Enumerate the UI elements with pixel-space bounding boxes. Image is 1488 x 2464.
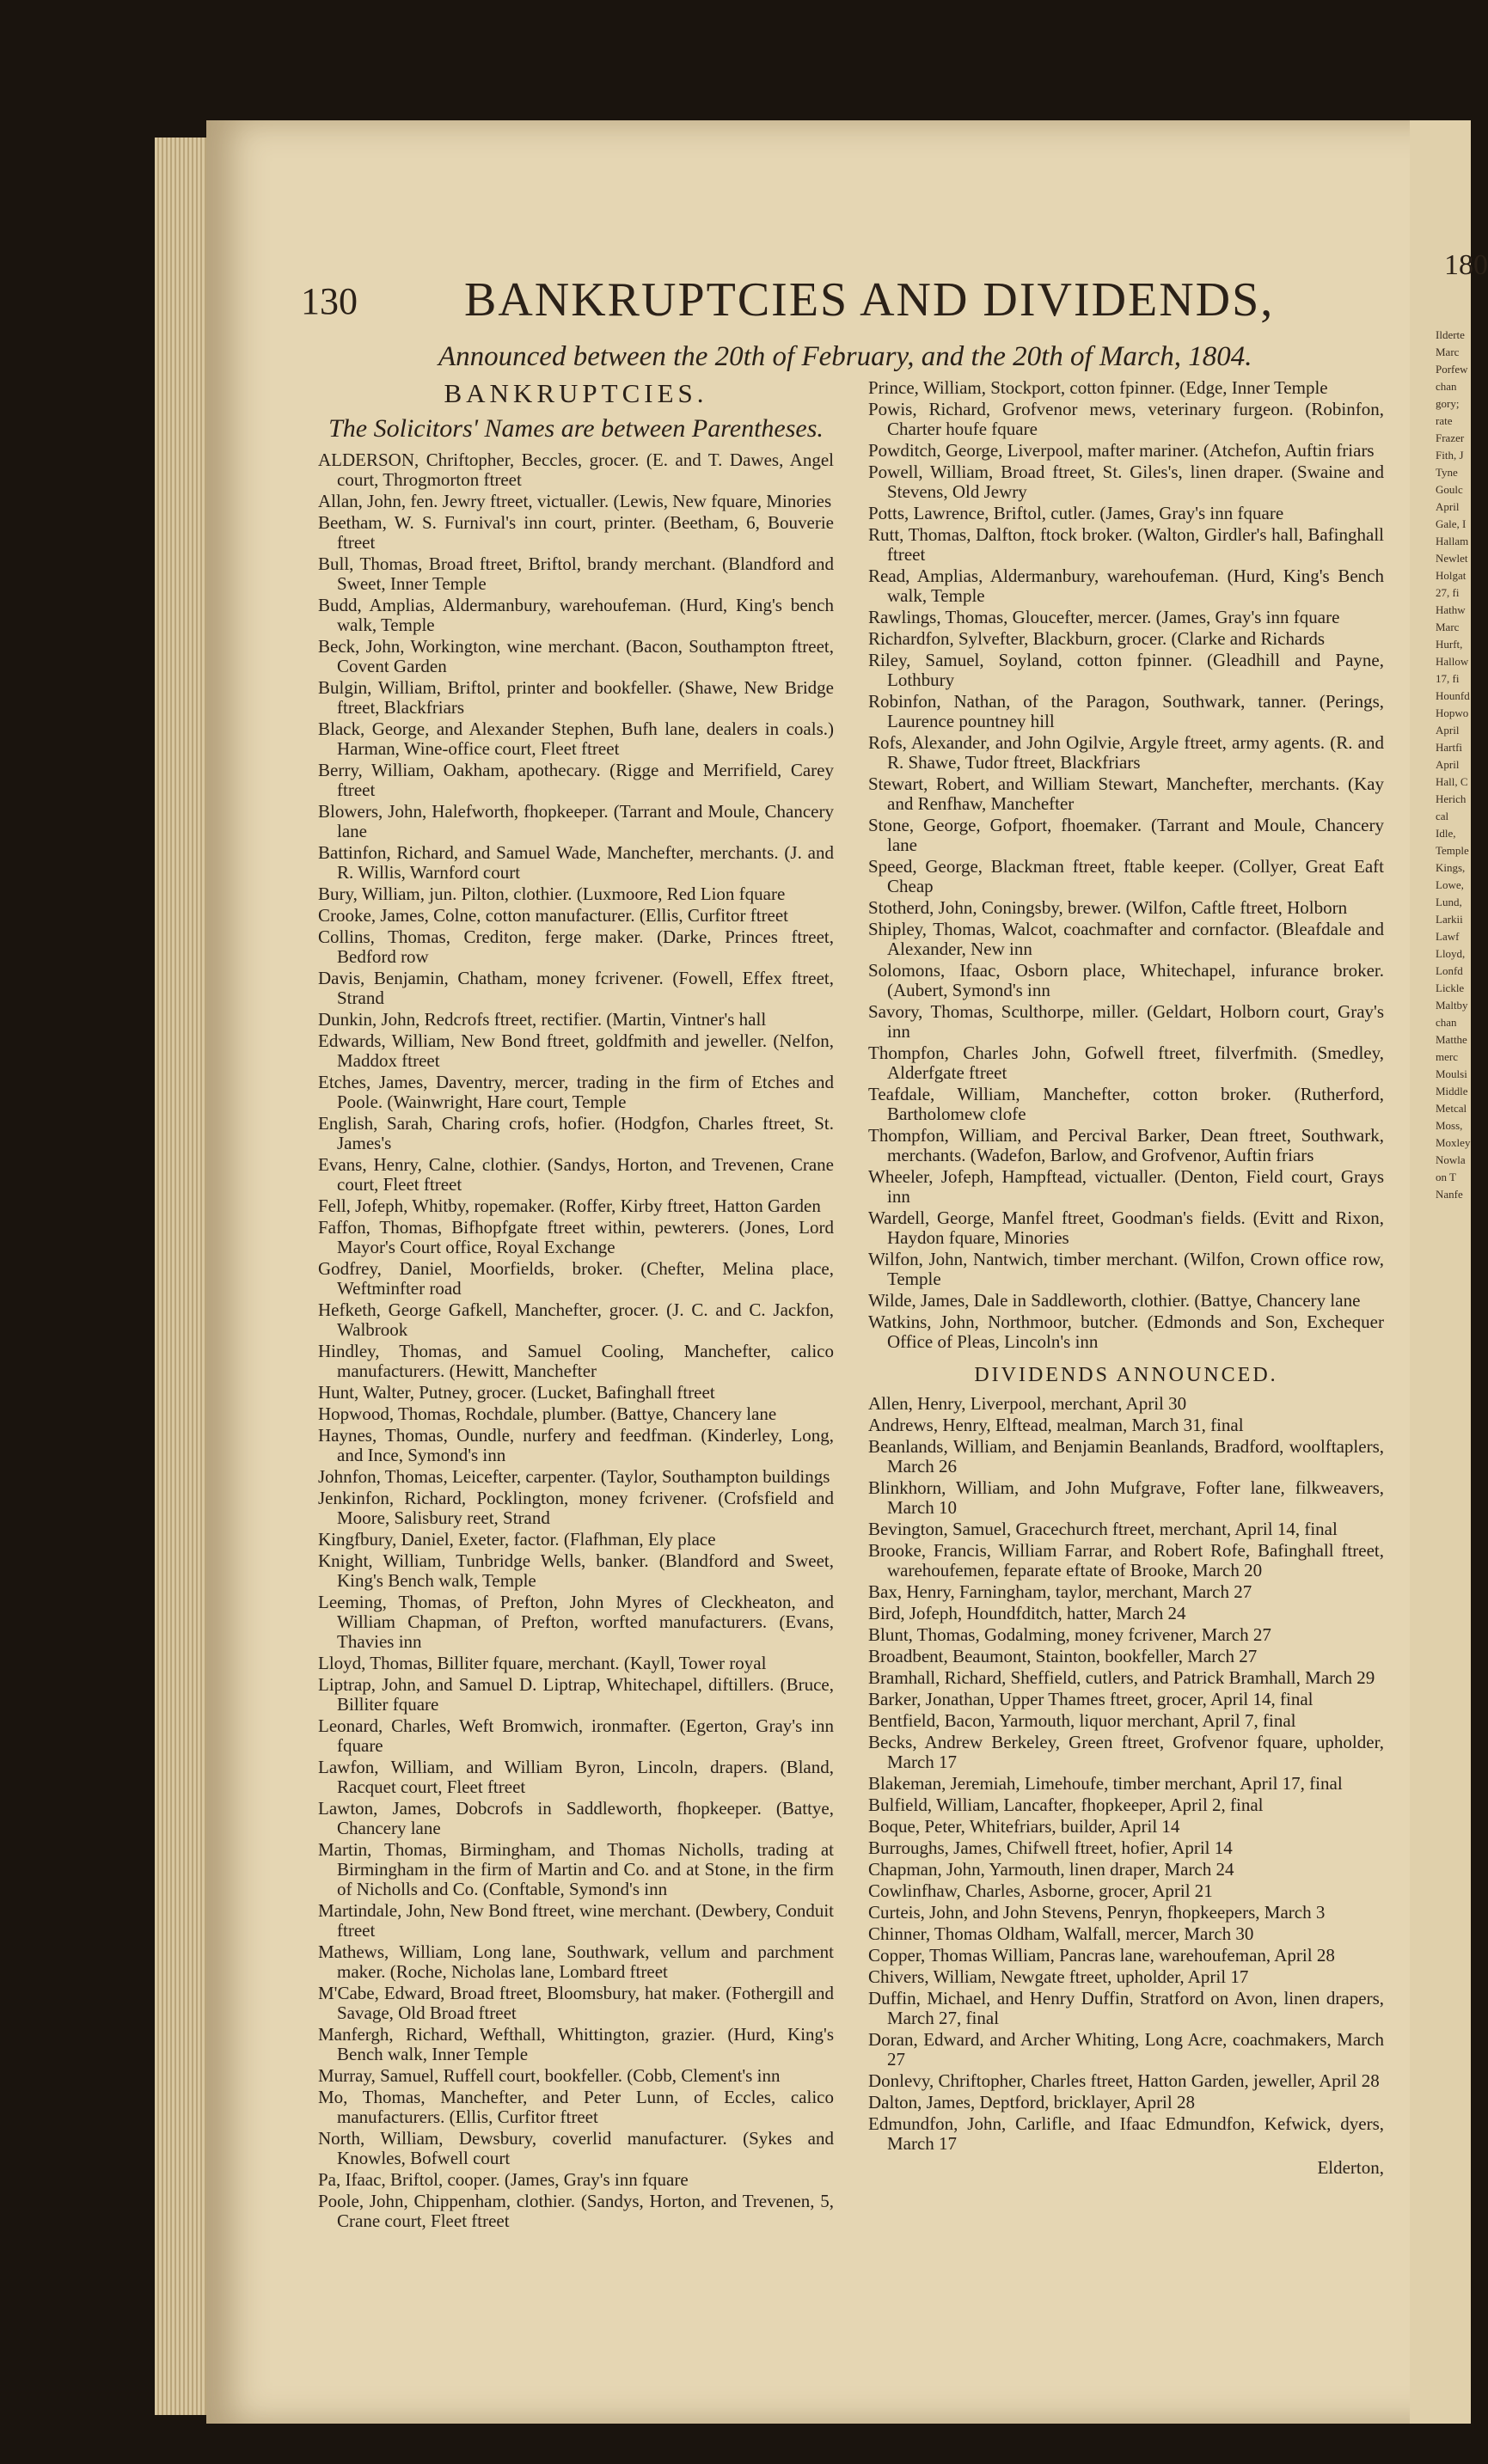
- list-entry: Hunt, Walter, Putney, grocer. (Lucket, Bafinghall ftreet: [318, 1382, 715, 1403]
- book-page: [206, 120, 1427, 2424]
- facing-page-gutter-text: Ilderte Marc Porfew chan gory; rate Frazer Fith, J Tyne Goulc April Gale, I Hallam Newlet Holgat 27, fi Hathw Marc Hurft, Hallow 17, fi Hounfd Hopwo April Hartfi April Hall, C Herich cal Idle, Temple Kings, Lowe, Lund, Larkii Lawf Lloyd, Lonfd Lickle Maltby chan Matthe merc Moulsi Middle Metcal Moss, Moxley Nowla on T Nanfe: [1436, 328, 1471, 1201]
- list-entry: Donlevy, Chriftopher, Charles ftreet, Hatton Garden, jeweller, April 28: [868, 2070, 1380, 2091]
- facing-page: [1410, 120, 1488, 2424]
- list-entry: Lawton, James, Dobcrofs in Saddleworth, fhopkeeper. (Battye, Chancery lane: [318, 1798, 834, 1838]
- list-entry: Curteis, John, and John Stevens, Penryn, fhopkeepers, March 3: [868, 1902, 1326, 1923]
- list-entry: English, Sarah, Charing crofs, hofier. (Hodgfon, Charles ftreet, St. James's: [318, 1113, 834, 1153]
- list-entry: Wheeler, Jofeph, Hampftead, victualler. (Denton, Field court, Grays inn: [868, 1166, 1384, 1207]
- list-entry: Richardfon, Sylvefter, Blackburn, grocer. (Clarke and Richards: [868, 628, 1325, 649]
- list-entry: Bramhall, Richard, Sheffield, cutlers, and Patrick Bramhall, March 29: [868, 1667, 1375, 1688]
- list-entry: Lloyd, Thomas, Billiter fquare, merchant. (Kayll, Tower royal: [318, 1653, 767, 1673]
- list-entry: Beck, John, Workington, wine merchant. (Bacon, Southampton ftreet, Covent Garden: [318, 636, 834, 676]
- list-entry: Broadbent, Beaumont, Stainton, bookfeller, March 27: [868, 1646, 1258, 1666]
- list-entry: Copper, Thomas William, Pancras lane, warehoufeman, April 28: [868, 1945, 1335, 1966]
- list-entry: Bird, Jofeph, Houndfditch, hatter, March 24: [868, 1603, 1186, 1623]
- list-entry: Knight, William, Tunbridge Wells, banker. (Blandford and Sweet, King's Bench walk, Temple: [318, 1550, 834, 1591]
- right-column: [868, 378, 1384, 2179]
- list-entry: Hopwood, Thomas, Rochdale, plumber. (Battye, Chancery lane: [318, 1403, 777, 1424]
- list-entry: Stotherd, John, Coningsby, brewer. (Wilfon, Caftle ftreet, Holborn: [868, 897, 1348, 918]
- list-entry: Rutt, Thomas, Dalfton, ftock broker. (Walton, Girdler's hall, Bafinghall ftreet: [868, 524, 1384, 565]
- list-entry: Duffin, Michael, and Henry Duffin, Stratford on Avon, linen drapers, March 27, final: [868, 1988, 1384, 2028]
- list-entry: Bentfield, Bacon, Yarmouth, liquor merchant, April 7, final: [868, 1710, 1296, 1731]
- list-entry: Etches, James, Daventry, mercer, trading in the firm of Etches and Poole. (Wainwright, Hare court, Temple: [318, 1072, 834, 1112]
- list-entry: ALDERSON, Chriftopher, Beccles, grocer. (E. and T. Dawes, Angel court, Throgmorton ftreet: [318, 449, 834, 490]
- list-entry: Shipley, Thomas, Walcot, coachmafter and cornfactor. (Bleafdale and Alexander, New inn: [868, 919, 1384, 959]
- list-entry: Potts, Lawrence, Briftol, cutler. (James, Gray's inn fquare: [868, 503, 1284, 523]
- page-title: BANKRUPTCIES AND DIVIDENDS,: [464, 273, 1275, 327]
- list-entry: Bull, Thomas, Broad ftreet, Briftol, brandy merchant. (Blandford and Sweet, Inner Temple: [318, 553, 834, 594]
- list-entry: Read, Amplias, Aldermanbury, warehoufeman. (Hurd, King's Bench walk, Temple: [868, 566, 1384, 606]
- bankruptcies-continued-list: [868, 378, 1384, 1352]
- bankruptcies-list: [318, 450, 834, 2231]
- list-entry: Battinfon, Richard, and Samuel Wade, Manchefter, merchants. (J. and R. Willis, Warnford court: [318, 842, 834, 883]
- list-entry: Speed, George, Blackman ftreet, ftable keeper. (Collyer, Great Eaft Cheap: [868, 856, 1384, 896]
- list-entry: Allan, John, fen. Jewry ftreet, victualler. (Lewis, New fquare, Minories: [318, 491, 832, 511]
- list-entry: Cowlinfhaw, Charles, Asborne, grocer, April 21: [868, 1880, 1213, 1901]
- list-entry: Budd, Amplias, Aldermanbury, warehoufeman. (Hurd, King's bench walk, Temple: [318, 595, 834, 635]
- dividends-list: [868, 1394, 1384, 2154]
- list-entry: Bevington, Samuel, Gracechurch ftreet, merchant, April 14, final: [868, 1519, 1338, 1539]
- list-entry: Chapman, John, Yarmouth, linen draper, March 24: [868, 1859, 1234, 1880]
- list-entry: Murray, Samuel, Ruffell court, bookfeller. (Cobb, Clement's inn: [318, 2065, 781, 2086]
- list-entry: Rofs, Alexander, and John Ogilvie, Argyle ftreet, army agents. (R. and R. Shawe, Tudor ftreet, Blackfriars: [868, 732, 1384, 773]
- list-entry: Brooke, Francis, William Farrar, and Robert Rofe, Bafinghall ftreet, warehoufemen, feparate eftate of Brooke, March 20: [868, 1540, 1384, 1581]
- list-entry: Martin, Thomas, Birmingham, and Thomas Nicholls, trading at Birmingham in the firm of Martin and Co. and at Stone, in the firm of Nicholls and Co. (Conftable, Symond's inn: [318, 1839, 834, 1899]
- list-entry: Chivers, William, Newgate ftreet, upholder, April 17: [868, 1966, 1249, 1987]
- list-entry: Edwards, William, New Bond ftreet, goldfmith and jeweller. (Nelfon, Maddox ftreet: [318, 1030, 834, 1071]
- list-entry: Liptrap, John, and Samuel D. Liptrap, Whitechapel, diftillers. (Bruce, Billiter fquare: [318, 1674, 834, 1715]
- list-entry: Robinfon, Nathan, of the Paragon, Southwark, tanner. (Perings, Laurence pountney hill: [868, 691, 1384, 731]
- list-entry: Savory, Thomas, Sculthorpe, miller. (Geldart, Holborn court, Gray's inn: [868, 1001, 1384, 1042]
- list-entry: Becks, Andrew Berkeley, Green ftreet, Grofvenor fquare, upholder, March 17: [868, 1732, 1384, 1772]
- list-entry: Andrews, Henry, Elftead, mealman, March 31, final: [868, 1415, 1244, 1435]
- list-entry: Thompfon, Charles John, Gofwell ftreet, filverfmith. (Smedley, Alderfgate ftreet: [868, 1042, 1384, 1083]
- list-entry: Blakeman, Jeremiah, Limehoufe, timber merchant, April 17, final: [868, 1773, 1343, 1794]
- list-entry: Faffon, Thomas, Bifhopfgate ftreet within, pewterers. (Jones, Lord Mayor's Court office, Royal Exchange: [318, 1217, 834, 1257]
- list-entry: Barker, Jonathan, Upper Thames ftreet, grocer, April 14, final: [868, 1689, 1313, 1709]
- list-entry: Leonard, Charles, Weft Bromwich, ironmafter. (Egerton, Gray's inn fquare: [318, 1715, 834, 1756]
- list-entry: Rawlings, Thomas, Gloucefter, mercer. (James, Gray's inn fquare: [868, 607, 1340, 627]
- list-entry: Godfrey, Daniel, Moorfields, broker. (Chefter, Melina place, Weftminfter road: [318, 1258, 834, 1299]
- list-entry: Hindley, Thomas, and Samuel Cooling, Manchefter, calico manufacturers. (Hewitt, Manchefter: [318, 1341, 834, 1381]
- list-entry: Black, George, and Alexander Stephen, Bufh lane, dealers in coals.) Harman, Wine-office court, Fleet ftreet: [318, 718, 834, 759]
- list-entry: Thompfon, William, and Percival Barker, Dean ftreet, Southwark, merchants. (Wadefon, Barlow, and Grofvenor, Auftin friars: [868, 1125, 1384, 1165]
- page-subtitle: Announced between the 20th of February, and the 20th of March, 1804.: [438, 341, 1252, 372]
- list-entry: Bulfield, William, Lancafter, fhopkeeper, April 2, final: [868, 1795, 1264, 1815]
- list-entry: Martindale, John, New Bond ftreet, wine merchant. (Dewbery, Conduit ftreet: [318, 1900, 834, 1941]
- catchword: Elderton,: [1317, 2157, 1384, 2178]
- list-entry: Manfergh, Richard, Wefthall, Whittington, grazier. (Hurd, King's Bench walk, Inner Temple: [318, 2024, 834, 2064]
- list-entry: Boque, Peter, Whitefriars, builder, April 14: [868, 1816, 1180, 1837]
- list-entry: Powell, William, Broad ftreet, St. Giles's, linen draper. (Swaine and Stevens, Old Jewry: [868, 462, 1384, 502]
- bankruptcies-subheading: The Solicitors' Names are between Parentheses.: [328, 414, 824, 443]
- list-entry: Collins, Thomas, Crediton, ferge maker. (Darke, Princes ftreet, Bedford row: [318, 926, 834, 967]
- list-entry: Dalton, James, Deptford, bricklayer, April 28: [868, 2092, 1195, 2112]
- list-entry: Beetham, W. S. Furnival's inn court, printer. (Beetham, 6, Bouverie ftreet: [318, 512, 834, 553]
- list-entry: Hefketh, George Gafkell, Manchefter, grocer. (J. C. and C. Jackfon, Walbrook: [318, 1299, 834, 1340]
- list-entry: Beanlands, William, and Benjamin Beanlands, Bradford, woolftaplers, March 26: [868, 1436, 1384, 1477]
- list-entry: Davis, Benjamin, Chatham, money fcrivener. (Fowell, Effex ftreet, Strand: [318, 968, 834, 1008]
- list-entry: Bax, Henry, Farningham, taylor, merchant, March 27: [868, 1581, 1252, 1602]
- list-entry: Stone, George, Gofport, fhoemaker. (Tarrant and Moule, Chancery lane: [868, 815, 1384, 855]
- list-entry: Johnfon, Thomas, Leicefter, carpenter. (Taylor, Southampton buildings: [318, 1466, 830, 1487]
- list-entry: Fell, Jofeph, Whitby, ropemaker. (Roffer, Kirby ftreet, Hatton Garden: [318, 1195, 821, 1216]
- list-entry: Kingfbury, Daniel, Exeter, factor. (Flafhman, Ely place: [318, 1529, 716, 1550]
- list-entry: Teafdale, William, Manchefter, cotton broker. (Rutherford, Bartholomew clofe: [868, 1084, 1384, 1124]
- list-entry: Wilfon, John, Nantwich, timber merchant. (Wilfon, Crown office row, Temple: [868, 1249, 1384, 1289]
- list-entry: Pa, Ifaac, Briftol, cooper. (James, Gray's inn fquare: [318, 2169, 689, 2190]
- list-entry: Poole, John, Chippenham, clothier. (Sandys, Horton, and Trevenen, 5, Crane court, Fleet ftreet: [318, 2191, 834, 2231]
- dividends-heading: DIVIDENDS ANNOUNCED.: [974, 1364, 1278, 1386]
- list-entry: Bury, William, jun. Pilton, clothier. (Luxmoore, Red Lion fquare: [318, 883, 786, 904]
- list-entry: Leeming, Thomas, of Prefton, John Myres of Cleckheaton, and William Chapman, of Prefton, worfted manufacturers. (Evans, Thavies inn: [318, 1592, 834, 1652]
- list-entry: Wilde, James, Dale in Saddleworth, clothier. (Battye, Chancery lane: [868, 1290, 1361, 1311]
- list-entry: Solomons, Ifaac, Osborn place, Whitechapel, infurance broker. (Aubert, Symond's inn: [868, 960, 1384, 1000]
- list-entry: Jenkinfon, Richard, Pocklington, money fcrivener. (Crofsfield and Moore, Salisbury reet, Strand: [318, 1488, 834, 1528]
- list-entry: Edmundfon, John, Carlifle, and Ifaac Edmundfon, Kefwick, dyers, March 17: [868, 2113, 1384, 2154]
- list-entry: Powis, Richard, Grofvenor mews, veterinary furgeon. (Robinfon, Charter houfe fquare: [868, 399, 1384, 439]
- list-entry: Stewart, Robert, and William Stewart, Manchefter, merchants. (Kay and Renfhaw, Manchefter: [868, 773, 1384, 814]
- list-entry: Doran, Edward, and Archer Whiting, Long Acre, coachmakers, March 27: [868, 2029, 1384, 2070]
- list-entry: Bulgin, William, Briftol, printer and bookfeller. (Shawe, New Bridge ftreet, Blackfriars: [318, 677, 834, 718]
- page-edge-stack: [155, 138, 206, 2415]
- list-entry: Chinner, Thomas Oldham, Walfall, mercer, March 30: [868, 1923, 1254, 1944]
- list-entry: Dunkin, John, Redcrofs ftreet, rectifier. (Martin, Vintner's hall: [318, 1009, 767, 1030]
- list-entry: Evans, Henry, Calne, clothier. (Sandys, Horton, and Trevenen, Crane court, Fleet ftreet: [318, 1154, 834, 1195]
- list-entry: Crooke, James, Colne, cotton manufacturer. (Ellis, Curfitor ftreet: [318, 905, 789, 926]
- list-entry: Lawfon, William, and William Byron, Lincoln, drapers. (Bland, Racquet court, Fleet ftreet: [318, 1757, 834, 1797]
- list-entry: Allen, Henry, Liverpool, merchant, April 30: [868, 1393, 1187, 1414]
- list-entry: Watkins, John, Northmoor, butcher. (Edmonds and Son, Exchequer Office of Pleas, Lincoln's inn: [868, 1311, 1384, 1352]
- list-entry: Mathews, William, Long lane, Southwark, vellum and parchment maker. (Roche, Nicholas lane, Lombard ftreet: [318, 1941, 834, 1982]
- list-entry: Prince, William, Stockport, cotton fpinner. (Edge, Inner Temple: [868, 377, 1328, 398]
- list-entry: Burroughs, James, Chifwell ftreet, hofier, April 14: [868, 1837, 1233, 1858]
- list-entry: Blunt, Thomas, Godalming, money fcrivener, March 27: [868, 1624, 1271, 1645]
- list-entry: Riley, Samuel, Soyland, cotton fpinner. (Gleadhill and Payne, Lothbury: [868, 650, 1384, 690]
- list-entry: Haynes, Thomas, Oundle, nurfery and feedfman. (Kinderley, Long, and Ince, Symond's inn: [318, 1425, 834, 1465]
- page-number: 130: [301, 280, 358, 322]
- list-entry: M'Cabe, Edward, Broad ftreet, Bloomsbury, hat maker. (Fothergill and Savage, Old Broad ftreet: [318, 1983, 834, 2023]
- list-entry: Blowers, John, Halefworth, fhopkeeper. (Tarrant and Moule, Chancery lane: [318, 801, 834, 841]
- list-entry: Wardell, George, Manfel ftreet, Goodman's fields. (Evitt and Rixon, Haydon fquare, Minories: [868, 1208, 1384, 1248]
- bankruptcies-heading: BANKRUPTCIES.: [444, 378, 708, 408]
- list-entry: Mo, Thomas, Manchefter, and Peter Lunn, of Eccles, calico manufacturers. (Ellis, Curfitor ftreet: [318, 2087, 834, 2127]
- list-entry: Powditch, George, Liverpool, mafter mariner. (Atchefon, Auftin friars: [868, 440, 1375, 461]
- list-entry: Blinkhorn, William, and John Mufgrave, Fofter lane, filkweavers, March 10: [868, 1477, 1384, 1518]
- facing-page-number: 180: [1444, 249, 1488, 281]
- left-column: [318, 378, 834, 2233]
- list-entry: Berry, William, Oakham, apothecary. (Rigge and Merrifield, Carey ftreet: [318, 760, 834, 800]
- list-entry: North, William, Dewsbury, coverlid manufacturer. (Sykes and Knowles, Bofwell court: [318, 2128, 834, 2168]
